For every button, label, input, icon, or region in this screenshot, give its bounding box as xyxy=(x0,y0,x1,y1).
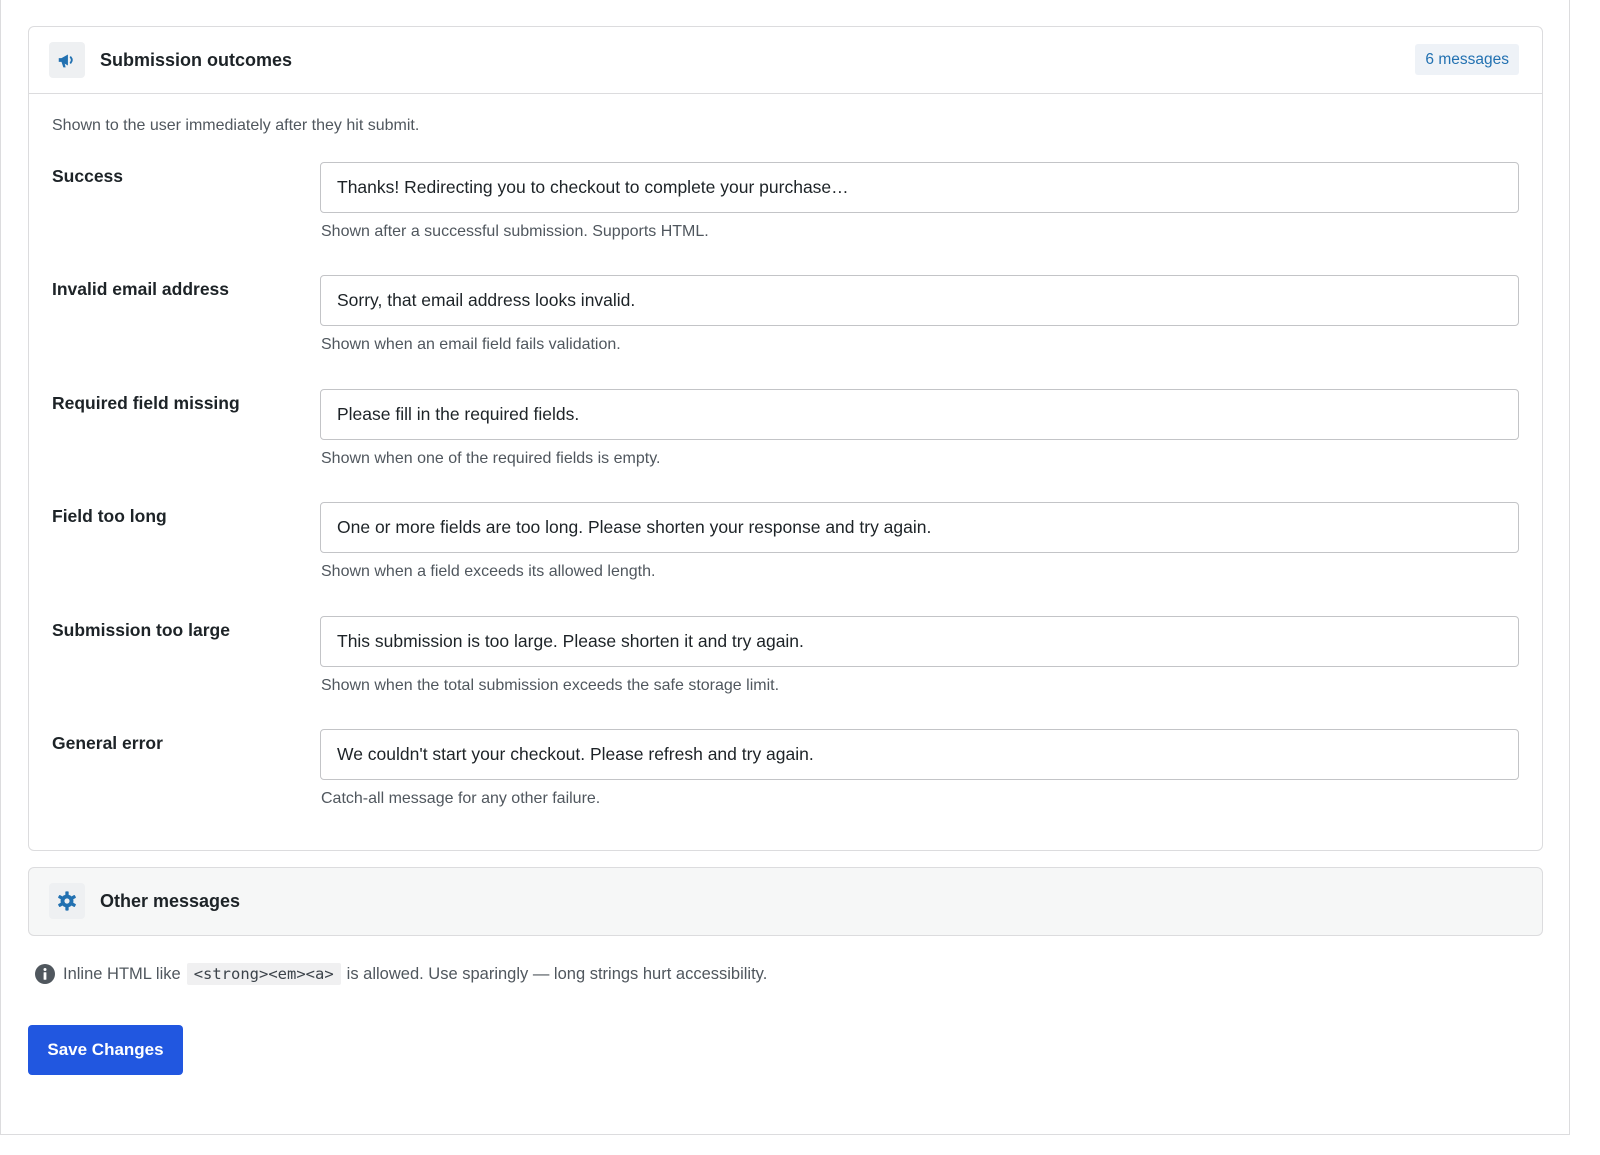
note-text-after: is allowed. Use sparingly — long strings hurt accessibility. xyxy=(346,964,768,983)
row-label: Submission too large xyxy=(52,620,230,640)
row-label: Invalid email address xyxy=(52,279,230,299)
info-icon xyxy=(35,964,55,984)
inline-html-code: <strong><em><a> xyxy=(187,963,341,985)
messages-count-badge: 6 messages xyxy=(1415,44,1519,75)
submission-outcomes-title: Submission outcomes xyxy=(100,49,293,70)
submission-too-large-message-input[interactable] xyxy=(320,616,1519,667)
row-help-text: Shown when one of the required fields is empty. xyxy=(321,450,661,467)
html-usage-note xyxy=(35,961,767,987)
row-help-text: Shown when a field exceeds its allowed length. xyxy=(321,563,656,580)
gear-icon xyxy=(49,883,85,919)
field-too-long-message-input[interactable] xyxy=(320,502,1519,553)
row-label: General error xyxy=(52,733,163,753)
row-help-text: Shown when an email field fails validation. xyxy=(321,336,621,353)
row-help-text: Catch-all message for any other failure. xyxy=(321,790,601,807)
other-messages-panel xyxy=(28,867,1543,936)
invalid-email-message-input[interactable] xyxy=(320,275,1519,326)
outcomes-intro-text: Shown to the user immediately after they hit submit. xyxy=(52,117,420,134)
row-label: Field too long xyxy=(52,506,167,526)
megaphone-icon xyxy=(49,42,85,78)
save-changes-button[interactable]: Save Changes xyxy=(28,1025,183,1075)
row-help-text: Shown after a successful submission. Supports HTML. xyxy=(321,223,709,240)
row-label: Success xyxy=(52,166,124,186)
other-messages-title: Other messages xyxy=(100,890,241,911)
submission-outcomes-header[interactable] xyxy=(29,27,1542,94)
row-help-text: Shown when the total submission exceeds the safe storage limit. xyxy=(321,677,780,694)
required-missing-message-input[interactable] xyxy=(320,389,1519,440)
general-error-message-input[interactable] xyxy=(320,729,1519,780)
submission-outcomes-panel xyxy=(28,26,1543,851)
row-label: Required field missing xyxy=(52,393,240,413)
success-message-input[interactable] xyxy=(320,162,1519,213)
other-messages-header[interactable] xyxy=(29,868,1542,934)
note-text-before: Inline HTML like xyxy=(63,964,181,983)
